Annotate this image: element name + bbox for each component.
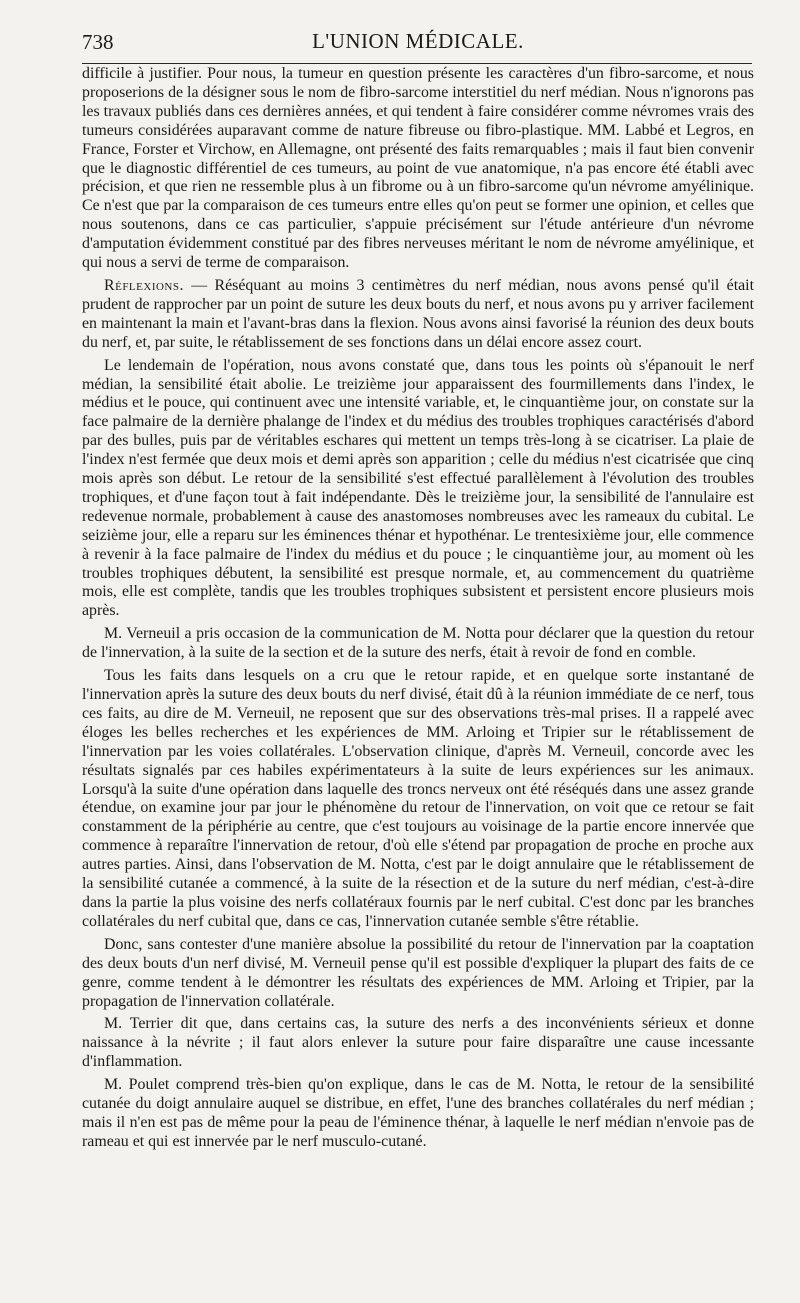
reflexions-text: — Réséquant au moins 3 centimètres du nerf médian, nous avons pensé qu'il était prudent de rapprocher par un point de suture les deux bouts du nerf, et nous avons pu y arriver facilement en maintenant la main et l'avant-bras dans la flexion. Nous avons ainsi favorisé la réunion des deux bouts du nerf, et, par suite, le rétablissement de ses fonctions dans un délai encore assez court. <box>82 276 754 351</box>
paragraph-terrier: M. Terrier dit que, dans certains cas, la suture des nerfs a des inconvénients sérieux et donne naissance à la névrite ; il faut alors enlever la suture pour faire disparaître une cause incessante d'inflammation. <box>82 1015 754 1071</box>
article-body <box>82 65 754 1156</box>
header-rule <box>82 63 752 64</box>
paragraph-reflexions <box>82 277 754 353</box>
reflexions-heading: Réflexions. <box>104 276 184 294</box>
page-header <box>82 24 754 60</box>
paragraph-continuation: difficile à justifier. Pour nous, la tumeur en question présente les caractères d'un fibro-sarcome, et nous proposerions de la désigner sous le nom de fibro-sarcome interstitiel du nerf médian. Nous n'ignorons pas les travaux publiés dans ces dernières années, et qui tendent à faire considérer comme névromes vrais des tumeurs considérées auparavant comme de nature fibreuse ou fibro-plastique. MM. Labbé et Legros, en France, Forster et Virchow, en Allemagne, ont présenté des faits remarquables ; mais il faut bien convenir que le diagnostic différentiel de ces tumeurs, au point de vue anatomique, n'a pas encore été établi avec précision, et que rien ne ressemble plus à un fibrome ou à un fibro-sarcome qu'un névrome amyélinique. Ce n'est que par la comparaison de ces tumeurs entre elles qu'on peut se former une opinion, et celles que nous soutenons, dans ce cas particulier, s'appuie précisément sur l'étude antérieure d'un névrome d'amputation évidemment constitué par des fibres nerveuses méritant le nom de névrome amyélinique, et qui nous a servi de terme de comparaison. <box>82 65 754 272</box>
paragraph-sensibility: Le lendemain de l'opération, nous avons constaté que, dans tous les points où s'épanouit le nerf médian, la sensibilité était abolie. Le treizième jour apparaissent des fourmillements dans l'index, le médius et le pouce, qui continuent avec une intensité variable, et, le cinquantième jour, on constate sur la face palmaire de la dernière phalange de l'index et du médius des troubles trophiques caractérisés d'abord par des bulles, puis par de véritables eschares qui mettent un temps très-long à se cicatriser. La plaie de l'index n'est fermée que deux mois et demi après son apparition ; celle du médius n'est cicatrisée que cinq mois après son début. Le retour de la sensibilité s'est effectué parallèlement à l'évolution des troubles trophiques, et d'une façon tout à fait indépendante. Dès le treizième jour, la sensibilité de l'annulaire est redevenue normale, probablement à cause des anastomoses nombreuses avec les rameaux du cubital. Le seizième jour, elle a reparu sur les éminences thénar et hypothénar. Le trentesixième jour, elle commence à revenir à la face palmaire de l'index du médius et du pouce ; le cinquantième jour, au moment où les troubles trophiques débutent, la sensibilité est presque normale, et, au commencement du quatrième mois, elle est complète, tandis que les troubles trophiques subsistent et persistent encore plusieurs mois après. <box>82 356 754 620</box>
running-title: L'UNION MÉDICALE. <box>312 29 524 53</box>
paragraph-verneuil-facts: Tous les faits dans lesquels on a cru que le retour rapide, et en quelque sorte instantané de l'innervation après la suture des deux bouts du nerf divisé, était dû à la réunion immédiate de ce nerf, tous ces faits, au dire de M. Verneuil, ne reposent que sur des observations très-mal prises. Il a rappelé avec éloges les belles recherches et les expériences de MM. Arloing et Tripier sur le rétablissement de l'innervation par les voies collatérales. L'observation clinique, d'après M. Verneuil, concorde avec les résultats signalés par ces habiles expérimentateurs à la suite de leurs expériences sur les animaux. Lorsqu'à la suite d'une opération dans laquelle des troncs nerveux ont été réséqués dans une assez grande étendue, on examine jour par jour le phénomène du retour de l'innervation, on voit que ce retour se fait constamment de la périphérie au centre, que c'est toujours au voisinage de la partie encore innervée que commence à reparaître l'innervation de retour, d'où elle s'étend par propagation de proche en proche aux autres parties. Ainsi, dans l'observation de M. Notta, c'est par le doigt annulaire que le rétablissement de la sensibilité cutanée a commencé, à la suite de la résection et de la suture du nerf médian, c'est-à-dire dans la partie la plus voisine des nerfs collatéraux fournis par le nerf cubital. C'est donc par les branches collatérales du nerf cubital que, dans ce cas, l'innervation cutanée semble s'être rétablie. <box>82 667 754 930</box>
paragraph-verneuil-occasion: M. Verneuil a pris occasion de la communication de M. Notta pour déclarer que la question du retour de l'innervation, à la suite de la section et de la suture des nerfs, était à revoir de fond en comble. <box>82 625 754 662</box>
paragraph-verneuil-conclusion: Donc, sans contester d'une manière absolue la possibilité du retour de l'innervation par la coaptation des deux bouts d'un nerf divisé, M. Verneuil pense qu'il est possible d'expliquer la plupart des faits de ce genre, comme tendent à le démontrer les résultats des expériences de MM. Arloing et Tripier, par la propagation de l'innervation collatérale. <box>82 935 754 1010</box>
page-number: 738 <box>82 30 114 54</box>
paragraph-poulet: M. Poulet comprend très-bien qu'on explique, dans le cas de M. Notta, le retour de la sensibilité cutanée du doigt annulaire auquel se distribue, en effet, l'une des branches collatérales du nerf médian ; mais il n'en est pas de même pour la peau de l'éminence thénar, à laquelle le nerf médian n'envoie pas de rameau et qui est innervée par le nerf musculo-cutané. <box>82 1076 754 1150</box>
